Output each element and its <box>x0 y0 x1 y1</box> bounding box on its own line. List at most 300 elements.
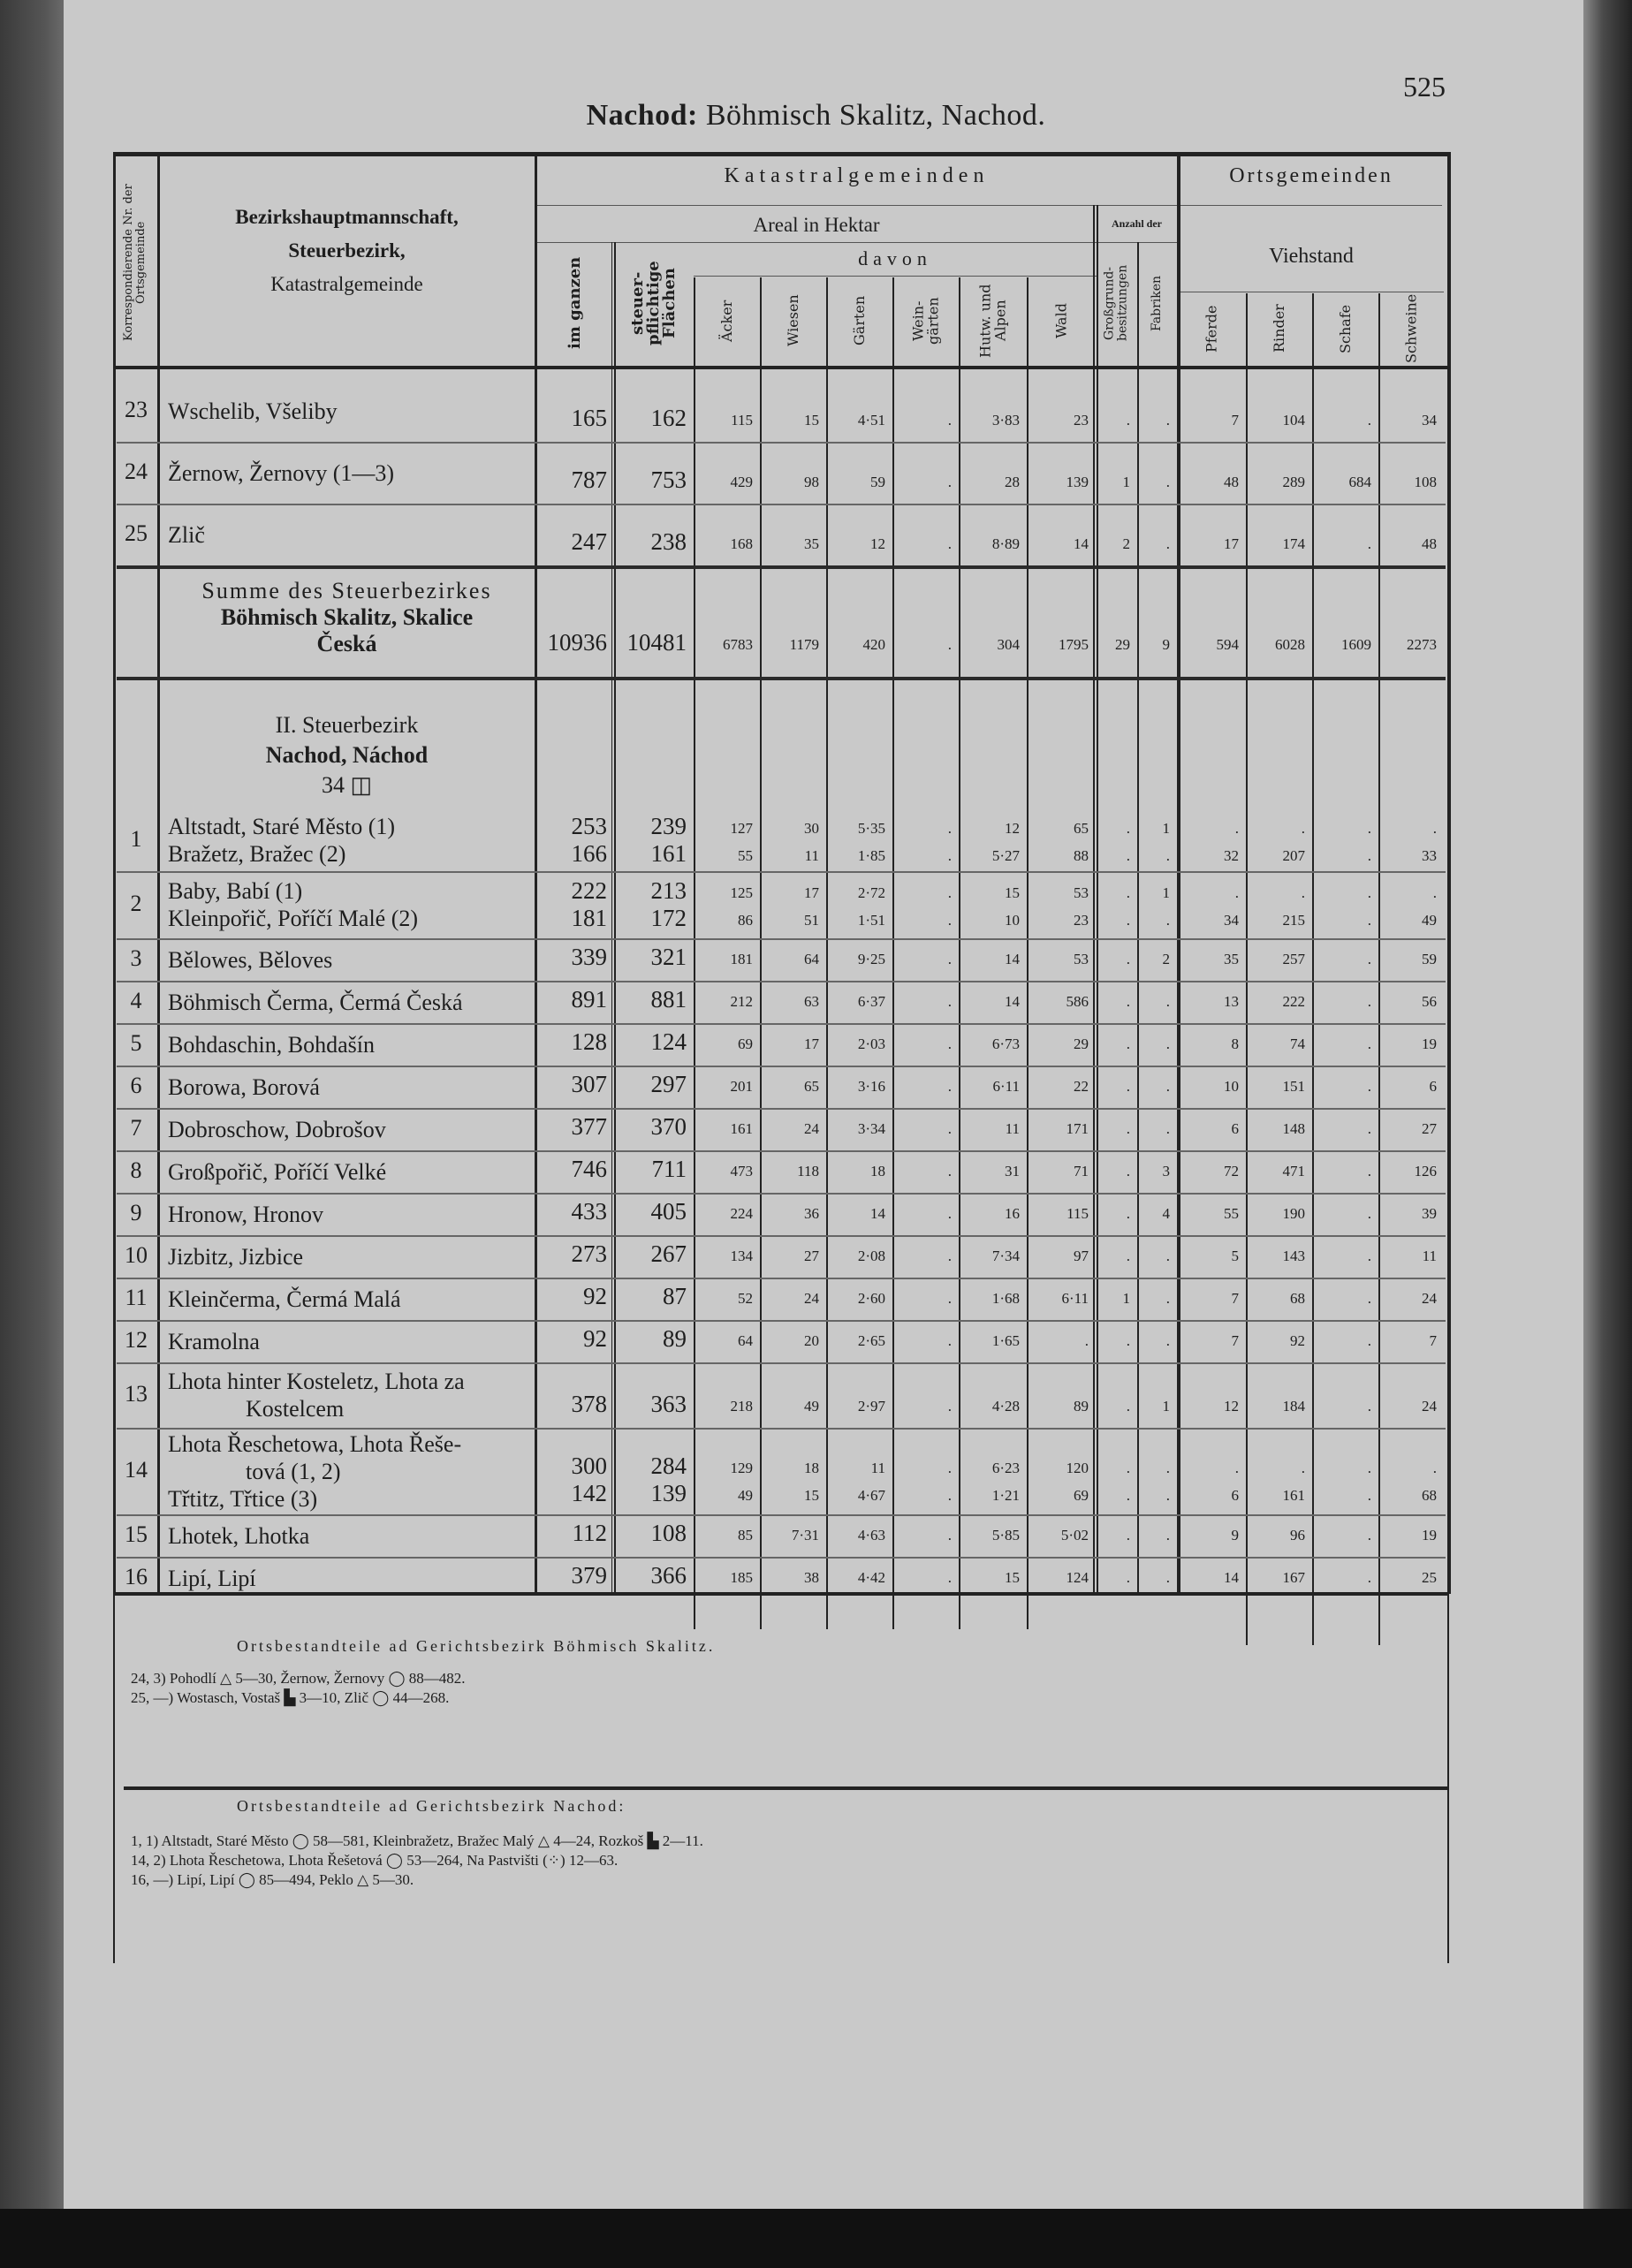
cell-rinder: 190 <box>1282 1205 1305 1222</box>
cell-steuerpflichtig: 161 <box>650 840 687 867</box>
row-number: 5 <box>130 1030 142 1056</box>
header-col-aecker: Äcker <box>718 300 735 342</box>
cell-wiesen: 15 <box>804 412 819 429</box>
cell-rinder: . <box>1301 884 1305 901</box>
section-heading-line1: II. Steuerbezirk <box>275 712 419 738</box>
header-col-im-ganzen: im ganzen <box>566 256 584 350</box>
cell-im-ganzen: 165 <box>571 405 607 431</box>
cell-schafe: . <box>1367 1527 1371 1544</box>
cell-aecker: 181 <box>730 951 753 967</box>
row-name: Dobroschow, Dobrošov <box>168 1116 386 1142</box>
cell-hutweiden: 8·89 <box>991 535 1020 552</box>
cell-wiesen: 98 <box>804 474 819 490</box>
cell-schafe: . <box>1367 1248 1371 1264</box>
cell-gaerten: 6·37 <box>857 993 885 1010</box>
cell-aecker: 429 <box>730 474 753 490</box>
cell-aecker: 185 <box>730 1569 753 1586</box>
footnote-skalitz-line: 25, —) Wostasch, Vostaš ▙ 3—10, Zlič ◯ 44—268. <box>131 1689 450 1706</box>
cell-weingaerten: . <box>947 474 952 490</box>
cell-fabriken: 1 <box>1162 884 1170 901</box>
cell-im-ganzen: 142 <box>571 1480 607 1506</box>
cell-schafe: . <box>1367 820 1371 837</box>
cell-gaerten: 4·51 <box>857 412 885 429</box>
cell-weingaerten: . <box>947 820 952 837</box>
cell-wald: 88 <box>1074 847 1089 864</box>
cell-weingaerten: . <box>947 993 952 1010</box>
row-number: 2 <box>130 891 142 916</box>
summary-cell-schweine: 2273 <box>1407 636 1437 653</box>
footnote-nachod-line: 16, —) Lipí, Lipí ◯ 85—494, Peklo △ 5—30. <box>131 1871 414 1888</box>
cell-gaerten: 3·16 <box>857 1078 885 1095</box>
summary-cell-schafe: 1609 <box>1341 636 1371 653</box>
row-name: Baby, Babí (1) <box>168 878 303 904</box>
row-number: 24 <box>125 459 148 484</box>
row-number: 3 <box>130 945 142 971</box>
cell-schafe: . <box>1367 884 1371 901</box>
cell-wald: 53 <box>1074 884 1089 901</box>
cell-steuerpflichtig: 321 <box>650 944 687 970</box>
row-number: 23 <box>125 397 148 422</box>
cell-schafe: . <box>1367 1120 1371 1137</box>
row-name: Kramolna <box>168 1328 260 1354</box>
row-number: 1 <box>130 826 142 852</box>
summary-label-line3: Česká <box>316 631 377 656</box>
cell-rinder: 257 <box>1282 951 1305 967</box>
cell-rinder: 148 <box>1282 1120 1305 1137</box>
cell-wald: 115 <box>1066 1205 1089 1222</box>
cell-schweine: 49 <box>1422 912 1437 929</box>
cell-grossgrund: . <box>1126 1248 1130 1264</box>
cell-im-ganzen: 300 <box>571 1453 607 1479</box>
footnote-divider <box>124 1786 1449 1790</box>
cell-grossgrund: . <box>1126 1398 1130 1415</box>
cell-weingaerten: . <box>947 1163 952 1180</box>
cell-hutweiden: 31 <box>1005 1163 1020 1180</box>
summary-cell-im-ganzen: 10936 <box>547 629 607 656</box>
cell-fabriken: . <box>1165 1569 1170 1586</box>
cell-rinder: . <box>1301 1460 1305 1476</box>
header-col-wiesen: Wiesen <box>785 294 801 347</box>
cell-schweine: 24 <box>1422 1398 1437 1415</box>
cell-wald: 71 <box>1074 1163 1089 1180</box>
cell-fabriken: . <box>1165 1527 1170 1544</box>
cell-schafe: . <box>1367 1487 1371 1504</box>
cell-hutweiden: 15 <box>1005 884 1020 901</box>
section-heading-line2: Nachod, Náchod <box>265 742 429 768</box>
cell-fabriken: 1 <box>1162 820 1170 837</box>
header-name-line2: Steuerbezirk, <box>288 239 406 262</box>
cell-gaerten: 3·34 <box>857 1120 885 1137</box>
cell-grossgrund: . <box>1126 1078 1130 1095</box>
cell-wiesen: 7·31 <box>791 1527 819 1544</box>
table-row <box>113 1150 1449 1193</box>
cell-grossgrund: . <box>1126 993 1130 1010</box>
cell-aecker: 224 <box>730 1205 753 1222</box>
cell-schafe: . <box>1367 1332 1371 1349</box>
header-col-schweine: Schweine <box>1402 293 1420 364</box>
cell-grossgrund: . <box>1126 847 1130 864</box>
cell-pferde: 14 <box>1224 1569 1239 1586</box>
cell-weingaerten: . <box>947 951 952 967</box>
table-row <box>113 1514 1449 1557</box>
table-row <box>113 809 1449 871</box>
row-number: 6 <box>130 1073 142 1098</box>
cell-schweine: 34 <box>1422 412 1437 429</box>
cell-steuerpflichtig: 213 <box>650 877 687 904</box>
table-row <box>113 504 1449 565</box>
row-number: 16 <box>125 1564 148 1589</box>
cell-aecker: 125 <box>730 884 753 901</box>
cell-fabriken: 3 <box>1162 1163 1170 1180</box>
cell-gaerten: 2·08 <box>857 1248 885 1264</box>
cell-wald: 5·02 <box>1060 1527 1089 1544</box>
cell-hutweiden: 6·11 <box>992 1078 1020 1095</box>
cell-weingaerten: . <box>947 1120 952 1137</box>
cell-wiesen: 65 <box>804 1078 819 1095</box>
table-row <box>113 871 1449 938</box>
cell-pferde: 55 <box>1224 1205 1239 1222</box>
cell-aecker: 201 <box>730 1078 753 1095</box>
table-row <box>113 1362 1449 1428</box>
cell-schafe: . <box>1367 1078 1371 1095</box>
header-col-fabriken: Fabriken <box>1150 275 1164 331</box>
cell-aecker: 69 <box>738 1035 753 1052</box>
row-name: Lipí, Lipí <box>168 1565 256 1591</box>
cell-weingaerten: . <box>947 1332 952 1349</box>
cell-wald: 89 <box>1074 1398 1089 1415</box>
cell-schafe: . <box>1367 912 1371 929</box>
cell-hutweiden: 5·27 <box>991 847 1020 864</box>
cell-gaerten: 4·67 <box>857 1487 885 1504</box>
cell-pferde: 7 <box>1231 412 1239 429</box>
cell-schweine: 59 <box>1422 951 1437 967</box>
cell-schafe: . <box>1367 1569 1371 1586</box>
cell-gaerten: 12 <box>870 535 885 552</box>
cell-schafe: . <box>1367 847 1371 864</box>
page-number: 525 <box>1403 71 1446 102</box>
cell-schafe: 684 <box>1348 474 1371 490</box>
cell-schweine: 126 <box>1414 1163 1437 1180</box>
cell-weingaerten: . <box>947 1205 952 1222</box>
cell-wald: 23 <box>1074 912 1089 929</box>
cell-wiesen: 11 <box>804 847 819 864</box>
scan-bottom-edge <box>0 2209 1632 2268</box>
cell-steuerpflichtig: 881 <box>650 986 687 1013</box>
row-name: Lhota Řeschetowa, Lhota Řeše- <box>168 1430 462 1457</box>
cell-im-ganzen: 307 <box>571 1071 607 1097</box>
cell-wiesen: 63 <box>804 993 819 1010</box>
cell-schweine: 56 <box>1422 993 1437 1010</box>
summary-cell-grossgrund: 29 <box>1115 636 1130 653</box>
footnote-nachod-line: 14, 2) Lhota Řeschetowa, Lhota Řešetová ◯ 53—264, Na Pastvišti (⁘) 12—63. <box>131 1852 619 1869</box>
cell-pferde: 17 <box>1224 535 1239 552</box>
cell-im-ganzen: 891 <box>571 986 607 1013</box>
summary-cell-pferde: 594 <box>1216 636 1239 653</box>
cell-gaerten: 2·03 <box>857 1035 885 1052</box>
cell-grossgrund: . <box>1126 412 1130 429</box>
row-number: 13 <box>125 1381 148 1407</box>
cell-aecker: 129 <box>730 1460 753 1476</box>
cell-pferde: 6 <box>1231 1487 1239 1504</box>
row-name: Kleinpořič, Poříčí Malé (2) <box>168 906 419 931</box>
row-name: Třtitz, Třtice (3) <box>168 1485 318 1512</box>
cell-hutweiden: 10 <box>1005 912 1020 929</box>
summary-cell-gaerten: 420 <box>862 636 885 653</box>
cell-schweine: 11 <box>1422 1248 1437 1264</box>
cell-rinder: 92 <box>1290 1332 1305 1349</box>
row-number: 14 <box>125 1457 148 1483</box>
cell-steuerpflichtig: 239 <box>650 813 687 839</box>
summary-label <box>159 578 535 657</box>
cell-steuerpflichtig: 89 <box>663 1325 687 1352</box>
summary-cell-wiesen: 1179 <box>789 636 819 653</box>
cell-pferde: 9 <box>1231 1527 1239 1544</box>
cell-steuerpflichtig: 238 <box>650 528 687 555</box>
cell-fabriken: . <box>1165 474 1170 490</box>
cell-im-ganzen: 247 <box>571 528 607 555</box>
row-name: Kleinčerma, Čermá Malá <box>168 1286 401 1312</box>
header-col-pferde: Pferde <box>1203 305 1220 353</box>
cell-im-ganzen: 181 <box>571 905 607 931</box>
page-title-rest: Böhmisch Skalitz, Nachod. <box>705 99 1046 132</box>
cell-pferde: . <box>1234 820 1239 837</box>
cell-fabriken: . <box>1165 993 1170 1010</box>
cell-fabriken: 1 <box>1162 1398 1170 1415</box>
cell-im-ganzen: 339 <box>571 944 607 970</box>
row-number: 9 <box>130 1200 142 1225</box>
cell-gaerten: 1·85 <box>857 847 885 864</box>
cell-hutweiden: 1·68 <box>991 1290 1020 1307</box>
cell-gaerten: 4·42 <box>857 1569 885 1586</box>
cell-grossgrund: . <box>1126 951 1130 967</box>
cell-schweine: 19 <box>1422 1035 1437 1052</box>
footnote-nachod-line: 1, 1) Altstadt, Staré Město ◯ 58—581, Kleinbražetz, Bražec Malý △ 4—24, Rozkoš ▙ 2—11. <box>131 1832 703 1849</box>
row-number: 10 <box>125 1242 148 1268</box>
cell-wiesen: 24 <box>804 1120 819 1137</box>
cell-wald: . <box>1084 1332 1089 1349</box>
cell-fabriken: . <box>1165 412 1170 429</box>
cell-rinder: 167 <box>1282 1569 1305 1586</box>
cell-rinder: 174 <box>1282 535 1305 552</box>
cell-wald: 586 <box>1066 993 1089 1010</box>
cell-im-ganzen: 253 <box>571 813 607 839</box>
cell-rinder: 215 <box>1282 912 1305 929</box>
cell-rinder: 471 <box>1282 1163 1305 1180</box>
cell-schweine: . <box>1432 820 1437 837</box>
cell-steuerpflichtig: 87 <box>663 1283 687 1309</box>
cell-wiesen: 118 <box>797 1163 819 1180</box>
cell-pferde: 72 <box>1224 1163 1239 1180</box>
cell-wiesen: 38 <box>804 1569 819 1586</box>
cell-schweine: 39 <box>1422 1205 1437 1222</box>
cell-rinder: 68 <box>1290 1290 1305 1307</box>
cell-aecker: 161 <box>730 1120 753 1137</box>
cell-gaerten: 2·65 <box>857 1332 885 1349</box>
header-davon: davon <box>858 247 932 269</box>
cell-pferde: 32 <box>1224 847 1239 864</box>
cell-steuerpflichtig: 124 <box>650 1028 687 1055</box>
statistics-table <box>113 152 1449 1592</box>
header-col-schafe: Schafe <box>1337 304 1354 353</box>
cell-aecker: 127 <box>730 820 753 837</box>
header-nr: Korrespondierende Nr. der Ortsgemeinde <box>122 184 148 341</box>
cell-wiesen: 20 <box>804 1332 819 1349</box>
cell-grossgrund: . <box>1126 820 1130 837</box>
table-top-rule <box>113 152 1449 156</box>
cell-weingaerten: . <box>947 1035 952 1052</box>
cell-grossgrund: . <box>1126 884 1130 901</box>
cell-gaerten: 4·63 <box>857 1527 885 1544</box>
cell-weingaerten: . <box>947 1569 952 1586</box>
cell-weingaerten: . <box>947 1290 952 1307</box>
cell-schafe: . <box>1367 1398 1371 1415</box>
cell-im-ganzen: 273 <box>571 1240 607 1267</box>
cell-hutweiden: 1·65 <box>991 1332 1020 1349</box>
cell-aecker: 86 <box>738 912 753 929</box>
cell-pferde: 10 <box>1224 1078 1239 1095</box>
header-areal: Areal in Hektar <box>753 214 880 236</box>
cell-pferde: 7 <box>1231 1290 1239 1307</box>
row-name: Borowa, Borová <box>168 1073 320 1100</box>
cell-aecker: 55 <box>738 847 753 864</box>
cell-fabriken: . <box>1165 912 1170 929</box>
cell-wald: 124 <box>1066 1569 1089 1586</box>
cell-schafe: . <box>1367 1205 1371 1222</box>
summary-cell-steuerpflichtig: 10481 <box>626 629 687 656</box>
cell-wiesen: 35 <box>804 535 819 552</box>
row-name: Böhmisch Čerma, Čermá Česká <box>168 989 463 1015</box>
cell-pferde: 13 <box>1224 993 1239 1010</box>
cell-steuerpflichtig: 363 <box>650 1391 687 1417</box>
cell-grossgrund: 1 <box>1122 1290 1130 1307</box>
cell-rinder: 222 <box>1282 993 1305 1010</box>
header-name-line3: Katastralgemeinde <box>270 273 423 295</box>
cell-hutweiden: 16 <box>1005 1205 1020 1222</box>
cell-wiesen: 30 <box>804 820 819 837</box>
header-rule-3 <box>694 276 1097 277</box>
cell-schweine: 24 <box>1422 1290 1437 1307</box>
cell-wald: 171 <box>1066 1120 1089 1137</box>
cell-rinder: 289 <box>1282 474 1305 490</box>
cell-wald: 14 <box>1074 535 1089 552</box>
cell-schafe: . <box>1367 951 1371 967</box>
row-name: Bražetz, Bražec (2) <box>168 841 346 867</box>
header-anzahl: Anzahl der <box>1112 217 1162 230</box>
table-row <box>113 1023 1449 1066</box>
table-row <box>113 380 1449 442</box>
row-name: Lhotek, Lhotka <box>168 1522 310 1549</box>
cell-schafe: . <box>1367 412 1371 429</box>
cell-wald: 6·11 <box>1061 1290 1089 1307</box>
scan-right-edge <box>1583 0 1632 2268</box>
header-col-steuerpflichtig: steuer-pflichtige Flächen <box>628 261 679 345</box>
cell-wiesen: 36 <box>804 1205 819 1222</box>
row-name: Žernow, Žernovy (1—3) <box>168 459 395 486</box>
header-name <box>159 201 535 301</box>
cell-rinder: 143 <box>1282 1248 1305 1264</box>
cell-hutweiden: 7·34 <box>991 1248 1020 1264</box>
cell-schweine: 48 <box>1422 535 1437 552</box>
cell-hutweiden: 1·21 <box>991 1487 1020 1504</box>
cell-im-ganzen: 92 <box>583 1283 607 1309</box>
header-viehstand: Viehstand <box>1269 245 1354 268</box>
row-name: Kostelcem <box>246 1396 345 1422</box>
table-row <box>113 442 1449 504</box>
cell-pferde: 12 <box>1224 1398 1239 1415</box>
cell-fabriken: . <box>1165 1035 1170 1052</box>
table-row <box>113 1108 1449 1150</box>
section-heading-line3: 34 ◫ <box>321 772 373 798</box>
summary-cell-fabriken: 9 <box>1162 636 1170 653</box>
cell-schafe: . <box>1367 993 1371 1010</box>
row-name: tová (1, 2) <box>246 1458 341 1484</box>
cell-hutweiden: 12 <box>1005 820 1020 837</box>
cell-fabriken: . <box>1165 1078 1170 1095</box>
row-number: 11 <box>125 1285 148 1310</box>
cell-rinder: 151 <box>1282 1078 1305 1095</box>
cell-wald: 29 <box>1074 1035 1089 1052</box>
summary-row <box>113 565 1449 677</box>
cell-fabriken: . <box>1165 1120 1170 1137</box>
cell-rinder: 104 <box>1282 412 1305 429</box>
cell-steuerpflichtig: 753 <box>650 466 687 493</box>
cell-grossgrund: . <box>1126 1460 1130 1476</box>
cell-hutweiden: 3·83 <box>991 412 1020 429</box>
cell-steuerpflichtig: 172 <box>650 905 687 931</box>
cell-gaerten: 14 <box>870 1205 885 1222</box>
cell-fabriken: . <box>1165 1248 1170 1264</box>
cell-schafe: . <box>1367 535 1371 552</box>
section-heading <box>159 710 535 800</box>
cell-wald: 53 <box>1074 951 1089 967</box>
cell-hutweiden: 6·23 <box>991 1460 1020 1476</box>
cell-gaerten: 9·25 <box>857 951 885 967</box>
table-row <box>113 938 1449 981</box>
cell-weingaerten: . <box>947 1487 952 1504</box>
cell-im-ganzen: 92 <box>583 1325 607 1352</box>
cell-gaerten: 2·72 <box>857 884 885 901</box>
page-title <box>0 99 1632 133</box>
cell-pferde: . <box>1234 884 1239 901</box>
cell-grossgrund: . <box>1126 1569 1130 1586</box>
cell-gaerten: 5·35 <box>857 820 885 837</box>
header-group-kataster: Katastralgemeinden <box>724 164 990 187</box>
cell-weingaerten: . <box>947 1398 952 1415</box>
cell-gaerten: 11 <box>870 1460 885 1476</box>
cell-gaerten: 18 <box>870 1163 885 1180</box>
table-row <box>113 1066 1449 1108</box>
cell-grossgrund: . <box>1126 1487 1130 1504</box>
cell-wiesen: 17 <box>804 1035 819 1052</box>
row-name: Altstadt, Staré Město (1) <box>168 814 396 839</box>
cell-fabriken: . <box>1165 535 1170 552</box>
cell-hutweiden: 15 <box>1005 1569 1020 1586</box>
cell-schweine: 33 <box>1422 847 1437 864</box>
cell-schweine: 19 <box>1422 1527 1437 1544</box>
cell-hutweiden: 11 <box>1005 1120 1020 1137</box>
cell-grossgrund: . <box>1126 912 1130 929</box>
table-row <box>113 1193 1449 1235</box>
header-col-hutweiden: Hutw. und Alpen <box>976 284 1009 358</box>
cell-steuerpflichtig: 297 <box>650 1071 687 1097</box>
cell-weingaerten: . <box>947 912 952 929</box>
row-number: 8 <box>130 1157 142 1183</box>
cell-steuerpflichtig: 711 <box>651 1156 687 1182</box>
summary-cell-hutweiden: 304 <box>997 636 1020 653</box>
row-number: 7 <box>130 1115 142 1141</box>
row-name: Großpořič, Poříčí Velké <box>168 1158 387 1185</box>
cell-pferde: 5 <box>1231 1248 1239 1264</box>
